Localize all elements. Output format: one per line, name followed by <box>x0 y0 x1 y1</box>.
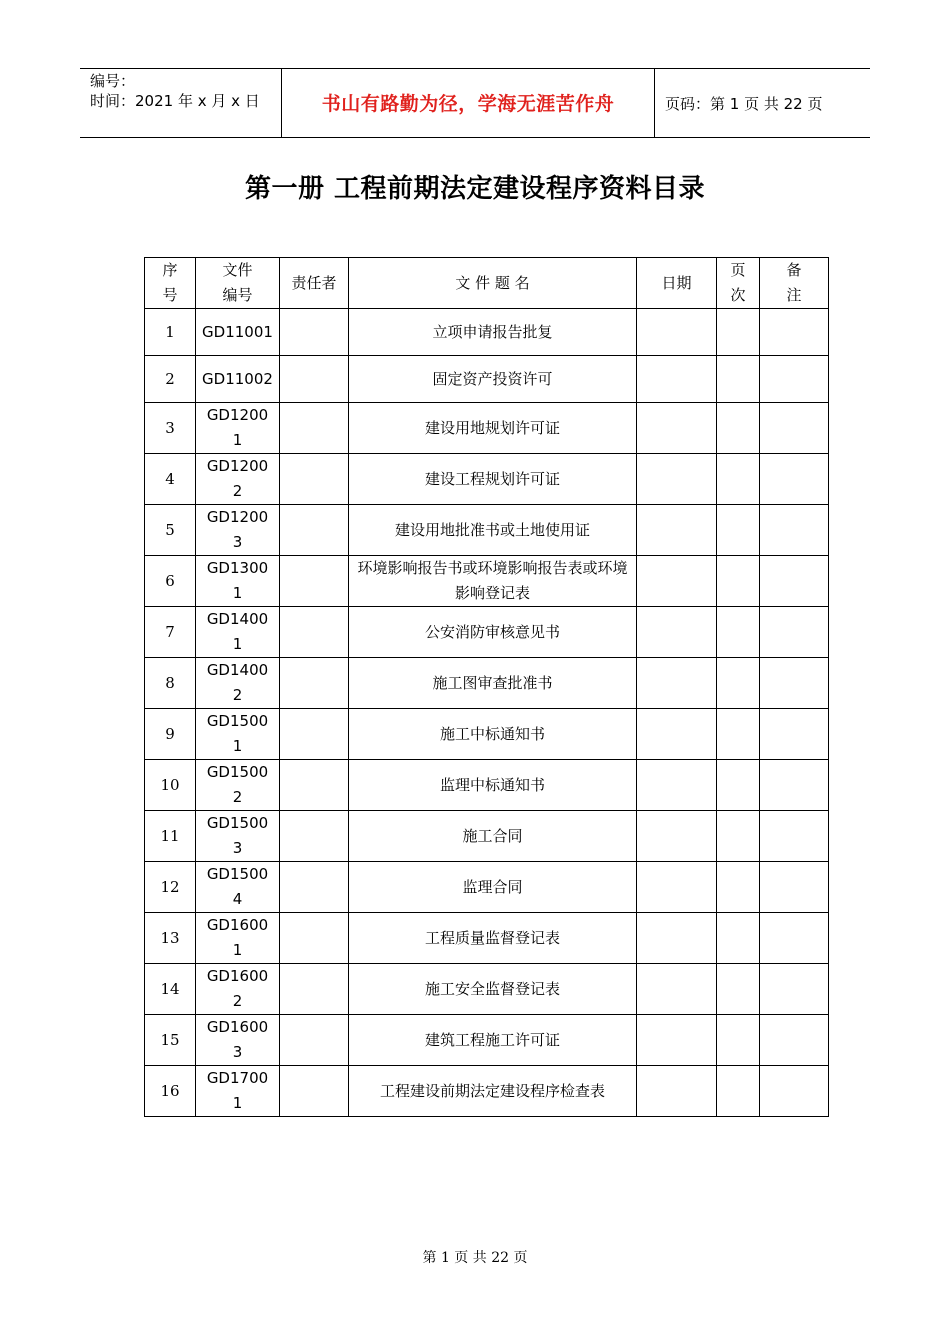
file-no-line: GD1700 <box>206 1069 269 1087</box>
row-date <box>637 403 717 454</box>
row-file-no <box>196 1015 280 1066</box>
file-no-line: 1 <box>232 635 243 653</box>
row-remark <box>760 1066 829 1117</box>
row-remark <box>760 309 829 356</box>
table-row <box>145 356 829 403</box>
row-date <box>637 862 717 913</box>
row-file-title: 建设用地批准书或土地使用证 <box>349 505 637 556</box>
row-seq: 9 <box>145 709 196 760</box>
header-file-title: 文 件 题 名 <box>349 258 637 309</box>
file-no-line: GD1500 <box>206 763 269 781</box>
row-owner <box>280 505 349 556</box>
row-seq: 3 <box>145 403 196 454</box>
row-pages <box>717 356 760 403</box>
row-date <box>637 309 717 356</box>
row-remark <box>760 658 829 709</box>
row-date <box>637 607 717 658</box>
row-file-title: 监理合同 <box>349 862 637 913</box>
file-no-line: 1 <box>232 584 243 602</box>
row-date <box>637 1066 717 1117</box>
row-file-no <box>196 811 280 862</box>
file-no-line: GD1600 <box>206 967 269 985</box>
row-owner <box>280 913 349 964</box>
row-remark <box>760 607 829 658</box>
row-remark <box>760 760 829 811</box>
row-owner <box>280 1066 349 1117</box>
table-row <box>145 1066 829 1117</box>
row-pages <box>717 913 760 964</box>
row-file-title: 建设工程规划许可证 <box>349 454 637 505</box>
table-row <box>145 454 829 505</box>
row-remark <box>760 556 829 607</box>
row-remark <box>760 709 829 760</box>
row-owner <box>280 454 349 505</box>
file-no-line: 1 <box>232 431 243 449</box>
file-no-line: GD1600 <box>206 1018 269 1036</box>
row-remark <box>760 403 829 454</box>
row-pages <box>717 709 760 760</box>
row-file-title: 施工合同 <box>349 811 637 862</box>
row-date <box>637 1015 717 1066</box>
table-header-row <box>145 258 829 309</box>
table-row <box>145 913 829 964</box>
file-no-line: 1 <box>232 1094 243 1112</box>
row-file-no <box>196 658 280 709</box>
row-seq: 13 <box>145 913 196 964</box>
row-owner <box>280 1015 349 1066</box>
row-pages <box>717 607 760 658</box>
row-pages <box>717 403 760 454</box>
header-date: 日期 <box>637 258 717 309</box>
file-no-line: 2 <box>232 482 243 500</box>
file-no-line: GD11002 <box>202 369 273 388</box>
table-row <box>145 658 829 709</box>
row-seq: 11 <box>145 811 196 862</box>
file-no-line: 4 <box>232 890 243 908</box>
row-file-title: 公安消防审核意见书 <box>349 607 637 658</box>
row-seq: 8 <box>145 658 196 709</box>
row-file-no <box>196 556 280 607</box>
header-motto: 书山有路勤为径，学海无涯苦作舟 <box>321 93 615 115</box>
row-date <box>637 811 717 862</box>
row-file-no <box>196 607 280 658</box>
table-row <box>145 811 829 862</box>
file-no-line: GD1500 <box>206 865 269 883</box>
row-file-title: 施工中标通知书 <box>349 709 637 760</box>
file-no-line: GD1500 <box>206 814 269 832</box>
row-file-no <box>196 505 280 556</box>
row-pages <box>717 1066 760 1117</box>
row-pages <box>717 505 760 556</box>
file-no-line: 2 <box>232 686 243 704</box>
file-no-line: GD1400 <box>206 661 269 679</box>
row-file-no <box>196 862 280 913</box>
row-seq: 10 <box>145 760 196 811</box>
row-file-title: 工程质量监督登记表 <box>349 913 637 964</box>
table-row <box>145 505 829 556</box>
row-file-title: 环境影响报告书或环境影响报告表或环境影响登记表 <box>349 556 637 607</box>
row-remark <box>760 454 829 505</box>
file-no-line: 3 <box>232 1043 243 1061</box>
row-pages <box>717 811 760 862</box>
row-owner <box>280 964 349 1015</box>
row-file-no <box>196 1066 280 1117</box>
file-no-line: GD1500 <box>206 712 269 730</box>
row-seq: 1 <box>145 309 196 356</box>
row-remark <box>760 811 829 862</box>
row-owner <box>280 607 349 658</box>
table-row <box>145 1015 829 1066</box>
row-date <box>637 760 717 811</box>
row-remark <box>760 964 829 1015</box>
table-row <box>145 862 829 913</box>
row-file-no <box>196 403 280 454</box>
file-no-line: 1 <box>232 737 243 755</box>
row-file-title: 工程建设前期法定建设程序检查表 <box>349 1066 637 1117</box>
row-owner <box>280 403 349 454</box>
row-pages <box>717 556 760 607</box>
row-date <box>637 964 717 1015</box>
time-line: 时间：2021 年 x 月 x 日 <box>90 92 260 110</box>
header-seq: 序 号 <box>145 258 196 309</box>
page-header <box>80 68 870 138</box>
row-date <box>637 709 717 760</box>
row-date <box>637 505 717 556</box>
row-seq: 6 <box>145 556 196 607</box>
file-no-line: GD1200 <box>206 508 269 526</box>
table-row <box>145 309 829 356</box>
serial-label: 编号： <box>90 72 136 90</box>
table-row <box>145 709 829 760</box>
row-file-title: 固定资产投资许可 <box>349 356 637 403</box>
file-no-line: GD1400 <box>206 610 269 628</box>
row-date <box>637 356 717 403</box>
row-file-title: 建筑工程施工许可证 <box>349 1015 637 1066</box>
row-file-no <box>196 454 280 505</box>
row-owner <box>280 658 349 709</box>
row-pages <box>717 862 760 913</box>
table-row <box>145 607 829 658</box>
header-file-no: 文件 编号 <box>196 258 280 309</box>
row-file-title: 施工安全监督登记表 <box>349 964 637 1015</box>
row-date <box>637 913 717 964</box>
file-no-line: 3 <box>232 839 243 857</box>
table-row <box>145 760 829 811</box>
row-file-no <box>196 964 280 1015</box>
row-file-no <box>196 356 280 403</box>
row-seq: 4 <box>145 454 196 505</box>
row-file-title: 立项申请报告批复 <box>349 309 637 356</box>
table-row <box>145 964 829 1015</box>
row-pages <box>717 964 760 1015</box>
document-title: 第一册 工程前期法定建设程序资料目录 <box>244 174 706 204</box>
header-owner: 责任者 <box>280 258 349 309</box>
row-seq: 12 <box>145 862 196 913</box>
catalog-table <box>144 257 829 1117</box>
header-pages: 页 次 <box>717 258 760 309</box>
header-remark: 备 注 <box>760 258 829 309</box>
row-owner <box>280 556 349 607</box>
row-file-title: 监理中标通知书 <box>349 760 637 811</box>
file-no-line: GD1300 <box>206 559 269 577</box>
row-file-no <box>196 309 280 356</box>
row-date <box>637 556 717 607</box>
header-meta <box>90 71 260 111</box>
row-remark <box>760 913 829 964</box>
row-owner <box>280 309 349 356</box>
row-seq: 7 <box>145 607 196 658</box>
row-seq: 2 <box>145 356 196 403</box>
file-no-line: 1 <box>232 941 243 959</box>
row-pages <box>717 760 760 811</box>
page-footer: 第 1 页 共 22 页 <box>422 1250 528 1266</box>
row-file-no <box>196 709 280 760</box>
row-owner <box>280 356 349 403</box>
row-pages <box>717 454 760 505</box>
file-no-line: 2 <box>232 992 243 1010</box>
header-page-info: 页码：第 1 页 共 22 页 <box>665 95 823 113</box>
row-date <box>637 658 717 709</box>
row-seq: 15 <box>145 1015 196 1066</box>
row-remark <box>760 505 829 556</box>
row-file-no <box>196 760 280 811</box>
row-seq: 5 <box>145 505 196 556</box>
row-file-no <box>196 913 280 964</box>
file-no-line: 3 <box>232 533 243 551</box>
file-no-line: GD1200 <box>206 457 269 475</box>
file-no-line: GD1200 <box>206 406 269 424</box>
row-file-title: 建设用地规划许可证 <box>349 403 637 454</box>
row-remark <box>760 1015 829 1066</box>
row-remark <box>760 862 829 913</box>
table-row <box>145 403 829 454</box>
header-divider <box>654 69 655 137</box>
file-no-line: GD11001 <box>202 322 273 341</box>
row-owner <box>280 709 349 760</box>
row-owner <box>280 760 349 811</box>
row-file-title: 施工图审查批准书 <box>349 658 637 709</box>
row-pages <box>717 658 760 709</box>
row-owner <box>280 811 349 862</box>
row-pages <box>717 309 760 356</box>
table-row <box>145 556 829 607</box>
file-no-line: GD1600 <box>206 916 269 934</box>
file-no-line: 2 <box>232 788 243 806</box>
row-seq: 16 <box>145 1066 196 1117</box>
row-remark <box>760 356 829 403</box>
row-owner <box>280 862 349 913</box>
row-pages <box>717 1015 760 1066</box>
row-date <box>637 454 717 505</box>
row-seq: 14 <box>145 964 196 1015</box>
